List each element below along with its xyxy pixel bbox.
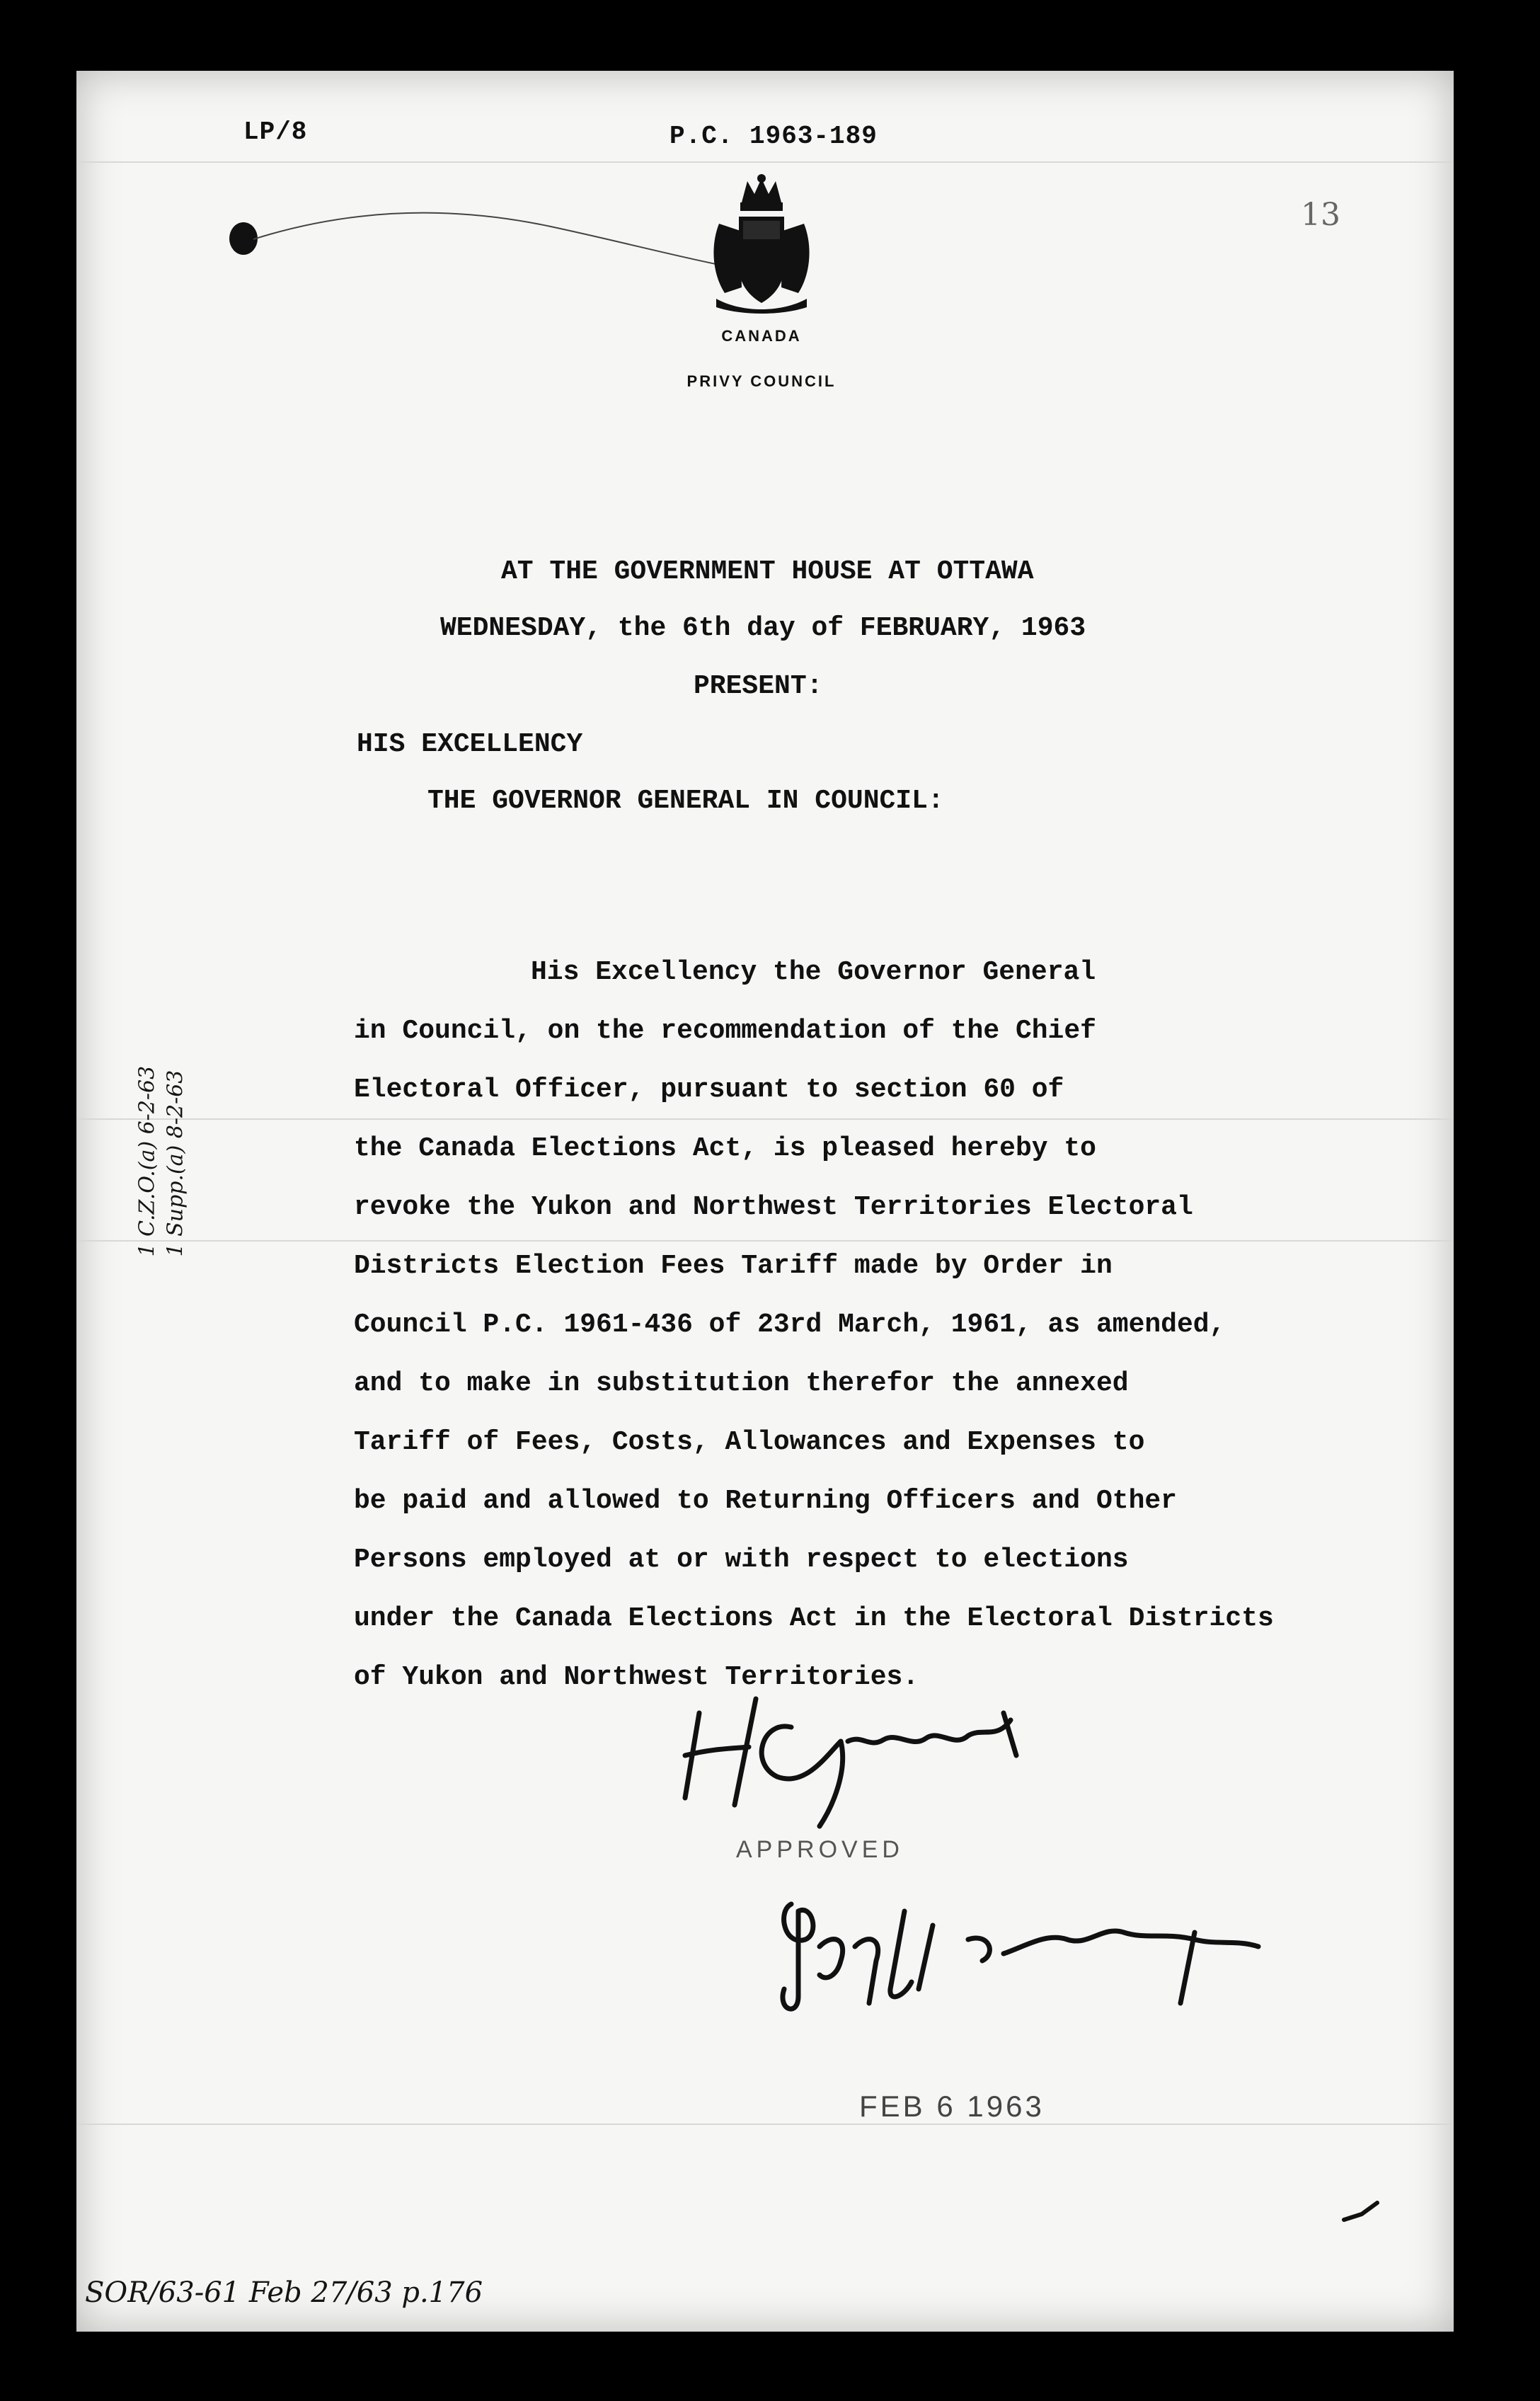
signature-second	[770, 1883, 1280, 2024]
registration-note: SOR/63-61 Feb 27/63 p.176	[85, 2276, 483, 2309]
margin-note-2: 1 Supp.(a) 8-2-63	[163, 1070, 188, 1257]
heading-present: PRESENT:	[694, 671, 823, 701]
heading-excellency: HIS EXCELLENCY	[357, 729, 583, 760]
body-line: Districts Election Fees Tariff made by Order in	[354, 1251, 1113, 1281]
body-line: Tariff of Fees, Costs, Allowances and Expenses to	[354, 1427, 1145, 1457]
signature-first	[671, 1671, 1053, 1833]
body-line: Council P.C. 1961-436 of 23rd March, 1961, as amended,	[354, 1310, 1226, 1340]
file-reference: LP/8	[243, 118, 308, 147]
order-number: P.C. 1963-189	[670, 122, 878, 151]
order-body	[354, 943, 1387, 1707]
body-line: Persons employed at or with respect to elections	[354, 1545, 1129, 1575]
body-line: the Canada Elections Act, is pleased hereby to	[354, 1133, 1096, 1164]
body-line: revoke the Yukon and Northwest Territories Electoral	[354, 1192, 1193, 1222]
canada-coat-of-arms-icon	[706, 174, 817, 316]
body-line: Electoral Officer, pursuant to section 60 of	[354, 1075, 1064, 1105]
heading-governor-general: THE GOVERNOR GENERAL IN COUNCIL:	[427, 786, 944, 816]
heading-location: AT THE GOVERNMENT HOUSE AT OTTAWA	[501, 556, 1034, 587]
body-line: under the Canada Elections Act in the Electoral Districts	[354, 1603, 1274, 1634]
page-number: 13	[1301, 197, 1340, 233]
crest-country-label: CANADA	[721, 327, 802, 345]
ruled-line	[76, 2124, 1454, 2125]
body-line: be paid and allowed to Returning Officers and Other	[354, 1486, 1177, 1516]
body-line: of Yukon and Northwest Territories.	[354, 1662, 919, 1692]
heading-date: WEDNESDAY, the 6th day of FEBRUARY, 1963	[440, 613, 1086, 643]
body-line: His Excellency the Governor General	[531, 957, 1096, 987]
crest-body-label: PRIVY COUNCIL	[686, 372, 837, 390]
date-stamp: FEB 6 1963	[859, 2090, 1045, 2123]
handwritten-tick-mark	[1340, 2199, 1383, 2227]
document-page	[76, 71, 1454, 2332]
margin-note-1: 1 C.Z.O.(a) 6-2-63	[134, 1065, 160, 1257]
approved-stamp: APPROVED	[736, 1836, 904, 1863]
ruled-line	[76, 161, 1454, 163]
body-line: in Council, on the recommendation of the Chief	[354, 1016, 1096, 1046]
body-line: and to make in substitution therefor the annexed	[354, 1368, 1129, 1399]
